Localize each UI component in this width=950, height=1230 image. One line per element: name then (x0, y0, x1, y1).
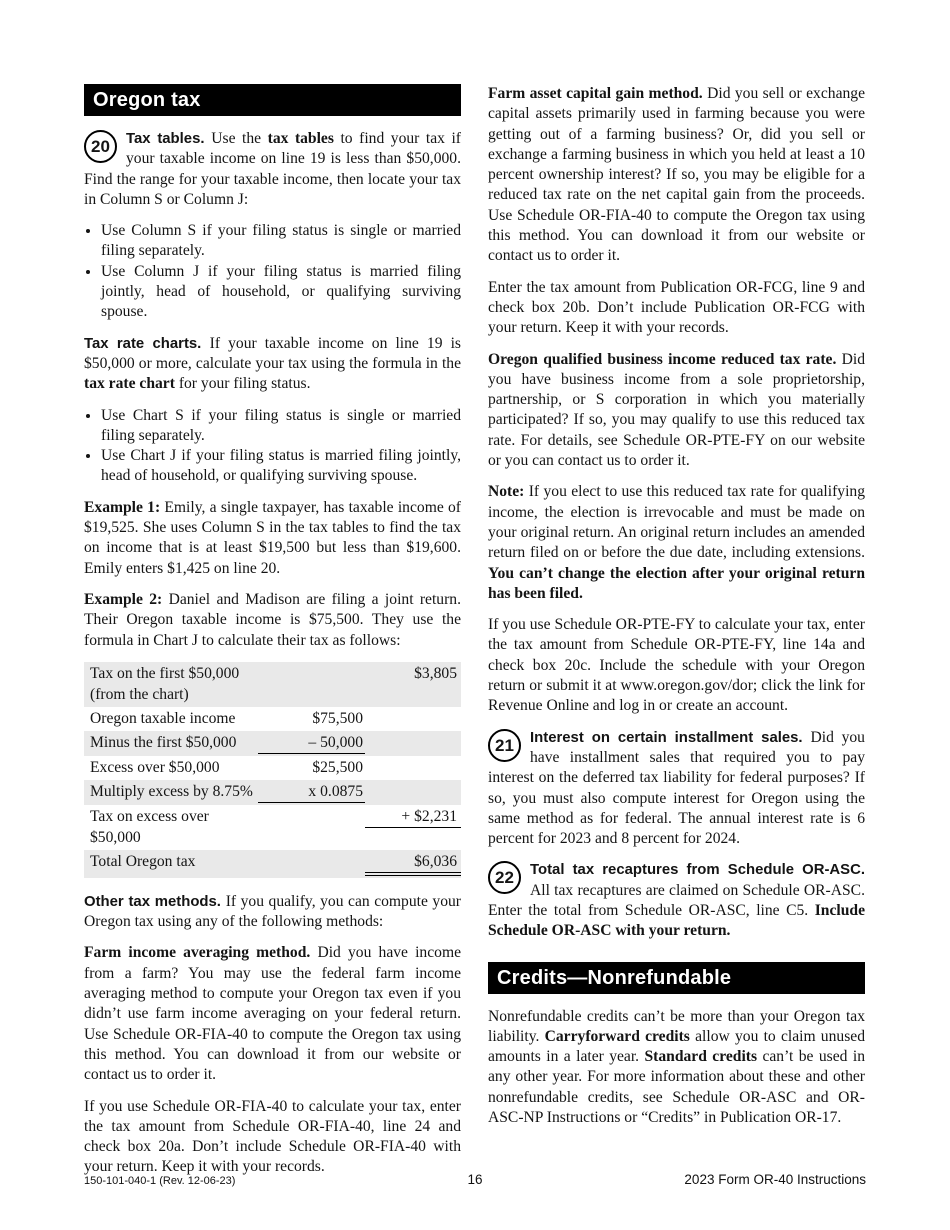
paragraph-farm-asset-capital-gain: Farm asset capital gain method. Did you sell or exchange capital assets primarily used in farming because you were getting out of a farming business? Or, did you sell or exchange a farming business in which you held at least a 10 percent ownership interest? If so, you may be eligible for a reduced tax rate on the net capital gain from the proceeds. Use Schedule OR-FIA-40 to compute the Oregon tax using this method. You can download it from our website or contact us to order it. (488, 85, 865, 265)
instruction-item-21 (488, 728, 865, 850)
cell-text: Tax on the first $50,000 (90, 664, 240, 682)
tax-calculation-table (84, 662, 461, 878)
table-cell-amount: $75,500 (312, 709, 363, 727)
table-cell-label: Oregon taxable income (90, 709, 236, 727)
bullet-list-tax-tables (84, 221, 461, 322)
table-cell-label (84, 663, 258, 705)
bullet-item: • Use Chart S if your filing status is single or married filing separately. (101, 406, 461, 447)
table-cell-amount: x 0.0875 (258, 781, 365, 803)
footer-form-title: 2023 Form OR-40 Instructions (684, 1172, 866, 1187)
bullet-list-tax-rate-charts (84, 406, 461, 487)
bullet-item: • Use Column J if your filing status is married filing jointly, head of household, or qualifying surviving spouse. (101, 262, 461, 323)
page-footer (84, 1172, 866, 1187)
table-cell-amount: + $2,231 (365, 806, 461, 828)
instruction-item-20 (84, 129, 461, 210)
section-header-credits-nonrefundable (488, 962, 865, 994)
paragraph-other-tax-methods: Other tax methods. If you qualify, you can compute your Oregon tax using any of the following methods: (84, 892, 461, 931)
footer-page-number: 16 (467, 1172, 483, 1187)
table-row (84, 805, 461, 850)
table-row (84, 662, 461, 707)
table-cell-label: Excess over $50,000 (90, 758, 220, 776)
paragraph-credits-intro: Nonrefundable credits can’t be more than your Oregon tax liability. Carryforward credits allow you to claim unused amounts in a later year. Standard credits can’t be used in any other year. For more information about these and other nonrefundable credits, see Schedule OR-ASC and OR-ASC-NP Instructions or “Credits” in Publication OR-17. (488, 1007, 865, 1127)
left-column (84, 84, 461, 1189)
line-number-badge-22: 22 (488, 861, 521, 894)
table-row (84, 731, 461, 756)
table-row (84, 756, 461, 780)
line-number-badge-20: 20 (84, 130, 117, 163)
right-column (488, 84, 865, 1189)
paragraph-pte-usage: If you use Schedule OR-PTE-FY to calculate your tax, enter the tax amount from Schedule OR-PTE-FY, line 14a and check box 20c. Include the schedule with your Oregon return or submit it at www.oregon.gov/dor; click the link for Revenue Online and log in or create an account. (488, 616, 865, 715)
paragraph-example-1: Example 1: Emily, a single taxpayer, has taxable income of $19,525. She uses Column S in the tax tables to find the tax on income that is at least $19,500 but less than $19,600. Emily enters $1,425 on line 20. (84, 498, 461, 577)
paragraph-fia-usage: If you use Schedule OR-FIA-40 to calculate your tax, enter the tax amount from Schedule OR-FIA-40, line 24 and check box 20a. Don’t include Schedule OR-FIA-40 with your return. Keep it with your records. (84, 1097, 461, 1176)
table-cell-amount: $6,036 (365, 851, 461, 876)
paragraph-fcg-usage: Enter the tax amount from Publication OR-FCG, line 9 and check box 20b. Don’t include Publication OR-FCG with your return. Keep it with your records. (488, 278, 865, 337)
cell-text: (from the chart) (90, 685, 189, 703)
footer-form-number: 150-101-040-1 (Rev. 12-06-23) (84, 1175, 236, 1187)
section-header-oregon-tax (84, 84, 461, 116)
table-cell-amount: – 50,000 (258, 732, 365, 754)
table-row (84, 780, 461, 805)
paragraph-farm-income-averaging: Farm income averaging method. Did you have income from a farm? You may use the federal farm income averaging method to compute your Oregon tax even if you didn’t use farm income averaging on your federal return. Use Schedule OR-FIA-40 to compute the Oregon tax using this method. You can download it from our website or contact us to order it. (84, 944, 461, 1084)
table-cell-amount: $3,805 (414, 664, 457, 682)
section-title: Credits—Nonrefundable (497, 966, 732, 989)
paragraph-qbi-reduced-rate: Oregon qualified business income reduced tax rate. Did you have business income from a sole proprietorship, partnership, or S corporation in which you materially participated? If so, you may qualify to use this reduced tax rate. For details, see Schedule OR-PTE-FY on our website or you can contact us to order it. (488, 350, 865, 470)
line-number-badge-21: 21 (488, 729, 521, 762)
table-cell-amount: $25,500 (312, 758, 363, 776)
paragraph-tax-rate-charts: Tax rate charts. If your taxable income on line 19 is $50,000 or more, calculate your tax using the formula in the tax rate chart for your filing status. (84, 334, 461, 393)
page-content (84, 84, 866, 1189)
table-cell-label: Multiply excess by 8.75% (90, 782, 253, 800)
section-title: Oregon tax (93, 89, 201, 111)
item-21-text: Interest on certain installment sales. Did you have installment sales that required you to pay interest on the deferred tax liability for federal purposes? If so, you must also compute interest for Oregon using the same method as for federal. The annual interest rate is 6 percent for 2023 and 8 percent for 2024. (488, 728, 865, 848)
table-cell-label: Tax on excess over $50,000 (90, 807, 209, 846)
table-row (84, 707, 461, 731)
table-row (84, 850, 461, 878)
bullet-item: • Use Column S if your filing status is single or married filing separately. (101, 221, 461, 262)
paragraph-example-2: Example 2: Daniel and Madison are filing a joint return. Their Oregon taxable income is $75,500. They use the formula in Chart J to calculate their tax as follows: (84, 590, 461, 649)
paragraph-note: Note: If you elect to use this reduced tax rate for qualifying income, the election is irrevocable and must be made on your original return. An original return includes an amended return filed on or before the due date, including extensions. You can’t change the election after your original return has been filed. (488, 483, 866, 602)
item-22-text: Total tax recaptures from Schedule OR-ASC. All tax recaptures are claimed on Schedule OR-ASC. Enter the total from Schedule OR-ASC, line C5. Include Schedule OR-ASC with your return. (488, 862, 865, 940)
instruction-item-22 (488, 860, 865, 941)
item-20-text: Tax tables. Use the tax tables to find your tax if your taxable income on line 19 is less than $50,000. Find the range for your taxable income, then locate your tax in Column S or Column J: (84, 130, 461, 208)
table-cell-label: Total Oregon tax (90, 852, 196, 870)
table-cell-label: Minus the first $50,000 (90, 733, 237, 751)
bullet-item: • Use Chart J if your filing status is married filing jointly, head of household, or qualifying surviving spouse. (101, 446, 461, 487)
